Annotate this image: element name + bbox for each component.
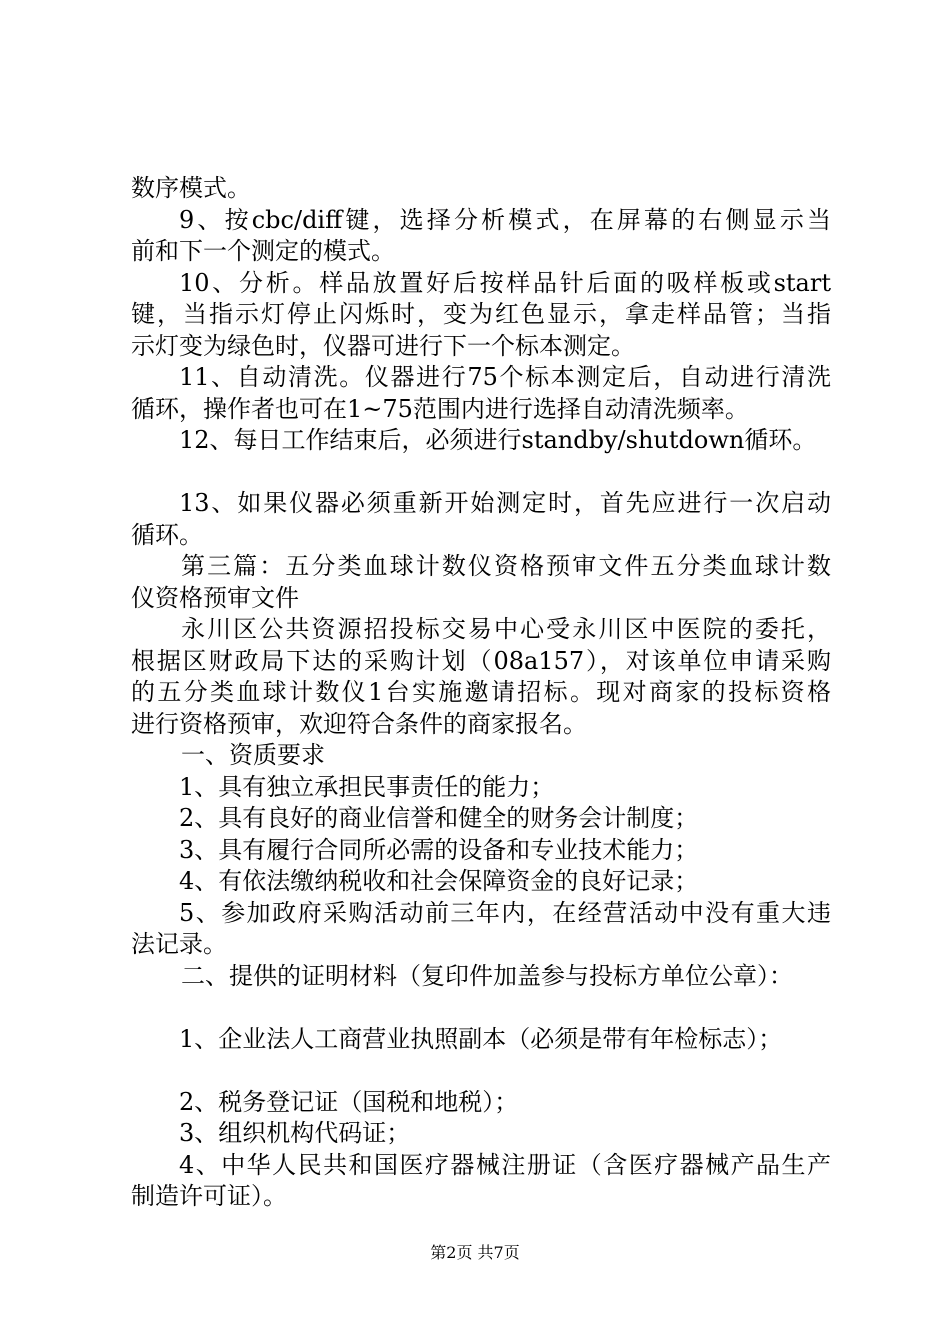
text-line: 循环，操作者也可在1~75范围内进行选择自动清洗频率。: [131, 394, 749, 423]
text-line: 进行资格预审，欢迎符合条件的商家报名。: [131, 709, 587, 738]
document-body: [131, 173, 831, 1213]
text-line: 3、具有履行合同所必需的设备和专业技术能力；: [179, 835, 699, 864]
text-line: 10、分析。样品放置好后按样品针后面的吸样板或start: [179, 268, 831, 297]
text-line: 5、参加政府采购活动前三年内，在经营活动中没有重大违: [179, 898, 831, 927]
text-line: 根据区财政局下达的采购计划（08a157），对该单位申请采购: [131, 646, 831, 675]
text-line: 4、中华人民共和国医疗器械注册证（含医疗器械产品生产: [179, 1150, 831, 1179]
text-line: 11、自动清洗。仪器进行75个标本测定后，自动进行清洗: [179, 363, 831, 391]
text-line: 3、组织机构代码证；: [179, 1119, 411, 1147]
text-line: 制造许可证）。: [131, 1182, 287, 1210]
text-line: 键，当指示灯停止闪烁时，变为红色显示，拿走样品管；当指: [131, 300, 831, 328]
text-line: 1、具有独立承担民事责任的能力；: [179, 772, 555, 801]
page-footer: 第2页 共7页: [430, 1243, 520, 1262]
text-line: 第三篇：五分类血球计数仪资格预审文件五分类血球计数: [181, 552, 831, 580]
text-line: 的五分类血球计数仪1台实施邀请招标。现对商家的投标资格: [131, 678, 831, 706]
blank-line: [131, 992, 831, 1024]
text-line: 4、有依法缴纳税收和社会保障资金的良好记录；: [179, 867, 699, 895]
text-line: 二、提供的证明材料（复印件加盖参与投标方单位公章）：: [181, 961, 793, 990]
text-line: 2、税务登记证（国税和地税）；: [179, 1087, 519, 1116]
text-line: 1、企业法人工商营业执照副本（必须是带有年检标志）；: [179, 1024, 783, 1053]
text-line: 2、具有良好的商业信誉和健全的财务会计制度；: [179, 804, 699, 832]
text-line: 9、按cbc/diff键，选择分析模式，在屏幕的右侧显示当: [179, 205, 831, 234]
blank-line: [131, 1055, 831, 1087]
text-line: 13、如果仪器必须重新开始测定时，首先应进行一次启动: [179, 489, 831, 517]
text-line: 12、每日工作结束后，必须进行standby/shutdown循环。: [179, 426, 817, 454]
text-line: 永川区公共资源招投标交易中心受永川区中医院的委托，: [181, 615, 831, 643]
text-line: 法记录。: [131, 930, 227, 958]
text-line: 示灯变为绿色时，仪器可进行下一个标本测定。: [131, 331, 635, 360]
text-line: 循环。: [131, 520, 203, 549]
blank-line: [131, 457, 831, 489]
text-line: 数序模式。: [131, 174, 251, 202]
text-line: 仪资格预审文件: [131, 583, 299, 612]
text-line: 前和下一个测定的模式。: [131, 237, 395, 265]
text-line: 一、资质要求: [181, 741, 325, 769]
